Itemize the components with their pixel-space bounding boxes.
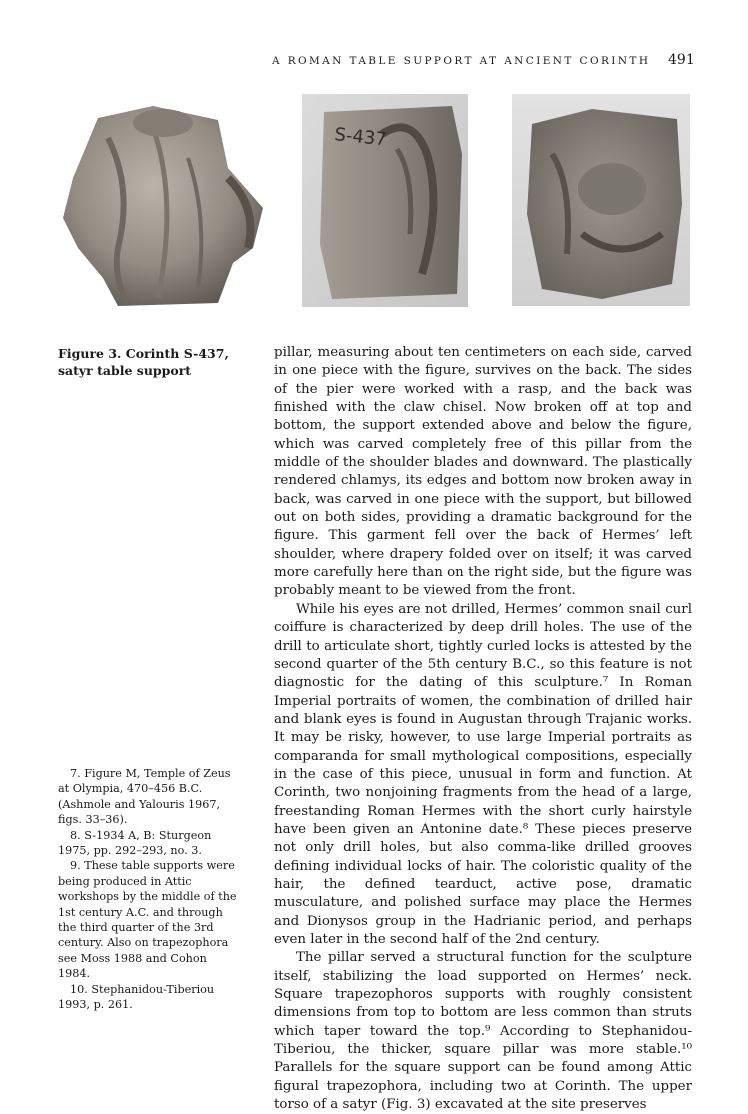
footnotes (58, 766, 242, 1013)
body-paragraph: The pillar served a structural function for the sculpture itself, stabilizing the load supported on Hermes’ neck. Square trapezophoros supports with roughly consistent dimensions from top to bottom are less common than struts which taper toward the top.⁹ According to Stephanidou-Tiberiou, the thicker, square pillar was more stable.¹⁰ Parallels for the square support can be found among Attic figural trapezophora, including two at Corinth. The upper torso of a satyr (Fig. 3) excavated at the site preserves (274, 950, 692, 1113)
body-paragraph: pillar, measuring about ten centimeters on each side, carved in one piece with the figure, survives on the back. The sides of the pier were worked with a rasp, and the back was finished with the claw chisel. Now broken off at top and bottom, the support extended above and below the figure, which was carved completely free of this pillar from the middle of the shoulder blades and downward. The plastically rendered chlamys, its edges and bottom now broken away in back, was carved in one piece with the support, but billowed out on both sides, providing a dramatic background for the figure. This garment fell over the back of Hermes’ left shoulder, where drapery folded over on itself; it was carved more carefully here than on the right side, but the figure was probably meant to be viewed from the front. (274, 345, 692, 599)
photo-inscription: S-437 (333, 124, 388, 151)
page-number: 491 (668, 52, 695, 68)
footnote: 9. These table supports were being produced in Attic workshops by the middle of the 1st century A.C. and through the third quarter of the 3rd century. Also on trapezophora see Moss 1988 and Cohon 1984. (58, 859, 237, 981)
body-text (274, 344, 692, 1114)
body-paragraph: While his eyes are not drilled, Hermes’ common snail curl coiffure is characterized by deep drill holes. The use of the drill to articulate short, tightly curled locks is attested by the second quarter of the 5th century B.C., so this feature is not diagnostic for the dating of this sculpture.⁷ In Roman Imperial portraits of women, the combination of drilled hair and blank eyes is found in Augustan through Trajanic works. It may be risky, however, to use large Imperial portraits as comparanda for small mythological compositions, especially in the case of this piece, unusual in form and function. At Corinth, two nonjoining fragments from the head of a large, freestanding Roman Hermes with the short curly hairstyle have been given an Antonine date.⁸ These pieces preserve not only drill holes, but also comma-like drilled grooves defining individual locks of hair. The coloristic quality of the hair, the defined tearduct, active pose, dramatic musculature, and polished surface may place the Hermes and Dionysos group in the Hadrianic period, and perhaps even later in the second half of the 2nd century. (274, 601, 692, 947)
figure-photo-front (58, 98, 268, 310)
footnote: 7. Figure M, Temple of Zeus at Olympia, 470–456 B.C. (Ashmole and Yalouris 1967, figs. 33–36). (58, 767, 231, 827)
footnote: 8. S-1934 A, B: Sturgeon 1975, pp. 292–293, no. 3. (58, 828, 212, 858)
figure-caption (58, 345, 238, 379)
figure-photo-side (302, 94, 468, 307)
running-head: A ROMAN TABLE SUPPORT AT ANCIENT CORINTH (272, 55, 651, 67)
figure-caption-text: Corinth S-437, satyr table support (58, 346, 229, 378)
figure-photo-back (512, 94, 690, 306)
figure-label: Figure 3. (58, 346, 122, 361)
footnote: 10. Stephanidou-Tiberiou 1993, p. 261. (58, 982, 215, 1012)
